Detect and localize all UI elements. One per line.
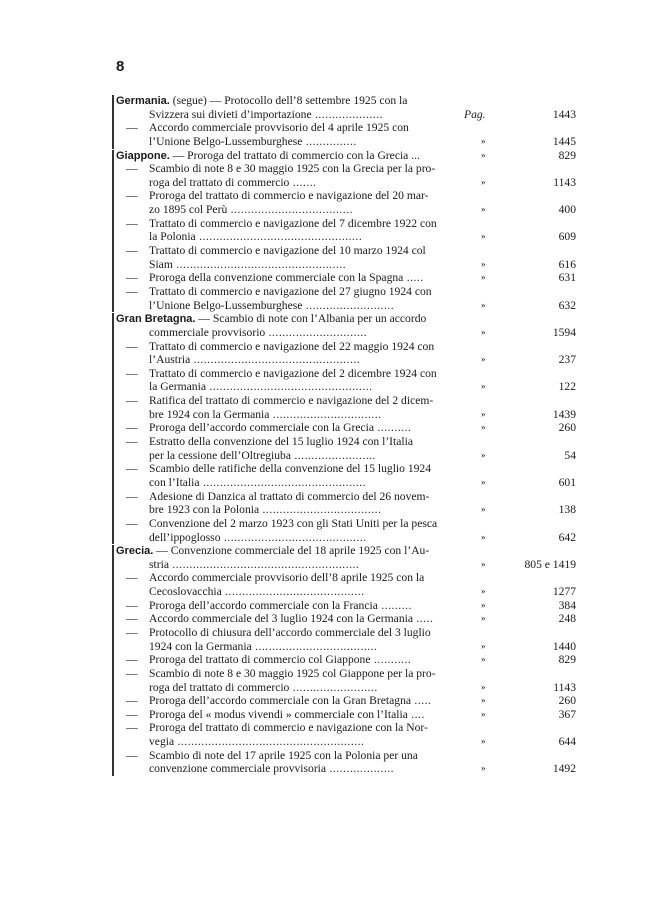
dot-leader: ................................................. [190, 353, 361, 367]
entry-description: Scambio di note 8 e 30 maggio 1925 col Giappone per la pro- [149, 666, 436, 680]
index-line [0, 612, 654, 626]
page-reference: 122 [558, 380, 576, 394]
page-reference: 1594 [552, 325, 576, 339]
page-reference: 829 [558, 148, 576, 162]
ditto-mark: » [481, 736, 486, 747]
group-rule [112, 313, 114, 544]
dot-leader: ............... [302, 134, 357, 148]
index-line [0, 449, 654, 463]
dot-leader: ......................... [289, 680, 378, 694]
ditto-mark: » [481, 135, 486, 146]
page-number: 8 [116, 58, 125, 75]
dot-leader: .................................... [251, 639, 378, 653]
entry-text [126, 721, 460, 735]
dash-marker: — [126, 244, 138, 258]
dot-leader: ....... [289, 175, 317, 189]
ditto-mark: » [481, 763, 486, 774]
index-line [0, 367, 654, 381]
index-line [0, 653, 654, 667]
index-line [0, 189, 654, 203]
dash-marker: — [126, 284, 138, 298]
entry-description: Estratto della convenzione del 15 luglio 1924 con l’Italia [149, 435, 414, 449]
index-line [0, 408, 654, 422]
ditto-mark: » [481, 149, 486, 160]
ditto-mark: » [481, 204, 486, 215]
entry-description: Proroga della convenzione commerciale con la Spagna [149, 271, 404, 285]
entry-text [126, 748, 460, 763]
entry-text [126, 666, 460, 681]
entry-text [126, 162, 460, 176]
entry-description: Proroga del « modus vivendi » commerciale con l’Italia [149, 707, 408, 721]
entry-text [149, 640, 460, 654]
index-line [0, 176, 654, 190]
entry-description: (segue) — Protocollo dell’8 settembre 1925 con la [169, 94, 408, 107]
entry-text [126, 571, 460, 585]
dot-leader: .................................... [227, 203, 353, 217]
dash-marker: — [126, 516, 138, 530]
page-reference: 138 [558, 503, 576, 517]
dash-marker: — [126, 162, 138, 176]
entry-text [149, 503, 460, 517]
entry-description: commerciale provvisorio [149, 325, 266, 339]
index-line [0, 149, 654, 163]
entry-description: Accordo commerciale provvisorio del 4 aprile 1925 con [149, 121, 409, 135]
entry-description: zo 1895 col Perù [149, 203, 228, 217]
ditto-mark: » [481, 654, 486, 665]
entry-description: convenzione commerciale provvisoria [149, 762, 327, 776]
index-line [0, 94, 654, 108]
entry-text [126, 366, 460, 381]
entry-description: Scambio delle ratifiche della convenzione del 15 luglio 1924 [149, 462, 432, 476]
entry-description: Cecoslovacchia [149, 585, 222, 599]
index-line [0, 667, 654, 681]
entry-text [116, 544, 460, 559]
country-group [0, 544, 654, 776]
ditto-mark: » [481, 422, 486, 433]
entry-description: Siam [149, 257, 173, 271]
dash-marker: — [126, 571, 138, 585]
entry-description: Trattato di commercio e navigazione del 7 dicembre 1922 con [149, 216, 437, 230]
entry-text [126, 653, 460, 667]
index-line [0, 435, 654, 449]
index-line [0, 544, 654, 558]
index-line [0, 380, 654, 394]
page-reference: 805 e 1419 [524, 557, 576, 571]
entry-text [126, 189, 460, 203]
dot-leader: .......... [374, 421, 412, 435]
index-line [0, 285, 654, 299]
entry-text [149, 408, 460, 422]
entry-description: l’Unione Belgo-Lussemburghese [149, 134, 303, 148]
index-line [0, 476, 654, 490]
dash-marker: — [126, 462, 138, 476]
entry-text [126, 516, 460, 531]
entry-text [149, 326, 460, 340]
group-rule [112, 545, 114, 776]
dot-leader: ..... [411, 694, 432, 708]
entry-text [126, 271, 460, 285]
entry-description: bre 1923 con la Polonia [149, 503, 260, 517]
entry-description: Trattato di commercio e navigazione del 27 giugno 1924 con [149, 284, 432, 298]
entry-text [149, 380, 460, 394]
index-line [0, 271, 654, 285]
entry-text [149, 449, 460, 463]
entry-description: Convenzione del 2 marzo 1923 con gli Stati Uniti per la pesca [149, 516, 438, 530]
index-line [0, 244, 654, 258]
ditto-mark: » [481, 381, 486, 392]
entry-text [149, 531, 460, 545]
entry-text [126, 339, 460, 354]
index-line [0, 558, 654, 572]
page-reference: 237 [558, 353, 576, 367]
index-entries [0, 94, 654, 776]
entry-text [149, 299, 460, 313]
ditto-mark: » [481, 504, 486, 515]
dot-leader: .................... [311, 107, 383, 121]
entry-description: per la cessione dell’Oltregiuba [149, 448, 291, 462]
ditto-mark: » [481, 272, 486, 283]
dot-leader: ......... [377, 598, 412, 612]
page-reference: 260 [558, 421, 576, 435]
index-line [0, 749, 654, 763]
entry-description: Ratifica del trattato di commercio e navigazione del 2 dicem- [149, 394, 434, 408]
dot-leader: ......................................... [221, 585, 365, 599]
index-line [0, 762, 654, 776]
index-line [0, 681, 654, 695]
page-reference: 609 [558, 230, 576, 244]
ditto-mark: » [481, 354, 486, 365]
dot-leader: ................... [326, 762, 395, 776]
entry-text [126, 694, 460, 708]
entry-description: roga del trattato di commercio [149, 680, 290, 694]
page-reference: 54 [564, 448, 576, 462]
dash-marker: — [126, 694, 138, 708]
entry-text [126, 244, 460, 258]
page-reference: 260 [558, 694, 576, 708]
dot-leader: ........................ [290, 448, 376, 462]
page-reference: 631 [558, 271, 576, 285]
entry-text [149, 108, 460, 122]
index-line [0, 326, 654, 340]
page-reference: 1277 [552, 585, 576, 599]
entry-text [126, 421, 460, 435]
entry-text [126, 462, 460, 476]
entry-text [126, 284, 460, 299]
index-line [0, 135, 654, 149]
country-name: Grecia. [116, 545, 154, 558]
dot-leader: ............................. [265, 325, 368, 339]
country-name: Gran Bretagna. [116, 313, 196, 326]
page-reference: 632 [558, 298, 576, 312]
dot-leader: ..... [403, 271, 424, 285]
dash-marker: — [126, 625, 138, 639]
ditto-mark: » [481, 599, 486, 610]
dot-leader: .... [407, 707, 425, 721]
index-line [0, 340, 654, 354]
page-reference: 1443 [552, 107, 576, 121]
ditto-mark: » [481, 476, 486, 487]
entry-description: Adesione di Danzica al trattato di commercio del 26 novem- [149, 489, 430, 503]
dot-leader: .......................................... [220, 530, 367, 544]
index-line [0, 599, 654, 613]
index-line [0, 394, 654, 408]
entry-description: 1924 con la Germania [149, 639, 252, 653]
index-line [0, 230, 654, 244]
dash-marker: — [126, 394, 138, 408]
dot-leader: ....................................................... [168, 557, 360, 571]
page-reference: 644 [558, 735, 576, 749]
index-line [0, 721, 654, 735]
dash-marker: — [126, 748, 138, 762]
index-line [0, 299, 654, 313]
ditto-mark: » [481, 326, 486, 337]
dash-marker: — [126, 707, 138, 721]
ditto-mark: » [481, 695, 486, 706]
country-group [0, 149, 654, 313]
index-line [0, 694, 654, 708]
entry-description: — Scambio di note con l’Albania per un accordo [195, 312, 427, 326]
entry-text [126, 394, 460, 408]
index-line [0, 121, 654, 135]
entry-text [149, 558, 460, 572]
index-line [0, 626, 654, 640]
entry-description: — Convenzione commerciale del 18 aprile 1925 con l’Au- [153, 544, 430, 558]
ditto-mark: » [481, 299, 486, 310]
index-line [0, 585, 654, 599]
entry-text [126, 598, 460, 613]
entry-text [149, 762, 460, 776]
dash-marker: — [126, 666, 138, 680]
index-line [0, 312, 654, 326]
index-line [0, 421, 654, 435]
entry-description: — Proroga del trattato di commercio con la Grecia ... [169, 148, 420, 162]
index-line [0, 258, 654, 272]
page-reference: 1440 [552, 639, 576, 653]
entry-text [116, 149, 460, 164]
page-reference: 1143 [553, 175, 576, 189]
ditto-mark: » [481, 640, 486, 651]
dot-leader: ..... [412, 612, 434, 626]
country-group [0, 94, 654, 149]
dash-marker: — [126, 489, 138, 503]
entry-text [126, 625, 460, 640]
page-reference: 248 [558, 612, 576, 626]
page-reference: 1143 [553, 680, 576, 694]
index-line [0, 490, 654, 504]
entry-text [149, 203, 460, 217]
dash-marker: — [126, 421, 138, 435]
index-line [0, 462, 654, 476]
page-reference: 601 [558, 475, 576, 489]
dot-leader: ................................................ [199, 475, 367, 489]
entry-description: bre 1924 con la Germania [149, 407, 270, 421]
page-reference: 616 [558, 257, 576, 271]
entry-text [149, 230, 460, 244]
entry-description: Proroga dell’accordo commerciale con la Grecia [149, 421, 374, 435]
index-line [0, 517, 654, 531]
dot-leader: ........... [370, 653, 412, 667]
ditto-mark: » [481, 531, 486, 542]
entry-text [126, 121, 460, 135]
page-reference: 829 [558, 653, 576, 667]
entry-description: vegia [149, 735, 175, 749]
index-line [0, 735, 654, 749]
page-reference: 384 [558, 598, 576, 612]
index-line [0, 571, 654, 585]
index-line [0, 353, 654, 367]
country-group [0, 312, 654, 544]
index-line [0, 640, 654, 654]
index-line [0, 203, 654, 217]
dot-leader: ....................................................... [174, 735, 365, 749]
entry-text [149, 258, 460, 272]
page-reference: 367 [558, 707, 576, 721]
entry-description: Accordo commerciale provvisorio dell’8 aprile 1925 con la [149, 571, 425, 585]
index-line [0, 217, 654, 231]
ditto-mark: » [481, 613, 486, 624]
index-line [0, 108, 654, 122]
entry-description: Scambio di note del 17 aprile 1925 con la Polonia per una [149, 748, 418, 762]
entry-description: Proroga dell’accordo commerciale con la Francia [149, 598, 378, 612]
entry-text [149, 353, 460, 367]
entry-text [149, 135, 460, 149]
index-line [0, 503, 654, 517]
dash-marker: — [126, 612, 138, 626]
entry-description: Proroga del trattato di commercio e navigazione con la Nor- [149, 721, 428, 735]
ditto-mark: » [481, 258, 486, 269]
ditto-mark: » [481, 586, 486, 597]
entry-text [149, 681, 460, 695]
entry-description: l’Unione Belgo-Lussemburghese [149, 298, 303, 312]
entry-description: con l’Italia [149, 475, 200, 489]
group-rule [112, 95, 114, 149]
entry-text [116, 94, 460, 109]
ditto-mark: » [481, 176, 486, 187]
entry-description: la Polonia [149, 230, 196, 244]
dash-marker: — [126, 339, 138, 353]
page-reference: 1445 [552, 134, 576, 148]
entry-description: Svizzera sui divieti d’importazione [149, 107, 312, 121]
entry-description: la Germania [149, 380, 206, 394]
entry-description: Trattato di commercio e navigazione del 2 dicembre 1924 con [149, 366, 437, 380]
ditto-mark: » [481, 558, 486, 569]
entry-description: Scambio di note 8 e 30 maggio 1925 con la Grecia per la pro- [149, 162, 436, 176]
index-line [0, 531, 654, 545]
dash-marker: — [126, 598, 138, 612]
entry-text [149, 735, 460, 749]
dash-marker: — [126, 721, 138, 735]
entry-description: roga del trattato di commercio [149, 175, 290, 189]
dash-marker: — [126, 216, 138, 230]
entry-description: l’Austria [149, 353, 191, 367]
index-line [0, 708, 654, 722]
entry-description: Proroga del trattato di commercio col Giappone [149, 653, 371, 667]
country-name: Giappone. [116, 149, 170, 162]
ditto-mark: » [481, 408, 486, 419]
entry-text [149, 585, 460, 599]
index-line [0, 162, 654, 176]
page-reference: 642 [558, 530, 576, 544]
dash-marker: — [126, 653, 138, 667]
ditto-mark: » [481, 231, 486, 242]
entry-description: Protocollo di chiusura dell’accordo commerciale del 3 luglio [149, 625, 431, 639]
pag-label: Pag. [464, 107, 486, 121]
group-rule [112, 150, 114, 313]
dot-leader: ................................................ [205, 380, 373, 394]
entry-description: dell’ippoglosso [149, 530, 221, 544]
dash-marker: — [126, 435, 138, 449]
ditto-mark: » [481, 449, 486, 460]
entry-text [116, 312, 460, 327]
dash-marker: — [126, 366, 138, 380]
ditto-mark: » [481, 708, 486, 719]
entry-text [126, 707, 460, 722]
page-reference: 1439 [552, 407, 576, 421]
country-name: Germania. [116, 95, 170, 107]
entry-text [126, 612, 460, 626]
entry-text [126, 216, 460, 231]
dash-marker: — [126, 189, 138, 203]
page-reference: 1492 [552, 762, 576, 776]
entry-text [126, 489, 460, 504]
page-reference: 400 [558, 203, 576, 217]
entry-description: Trattato di commercio e navigazione del 22 maggio 1924 con [149, 339, 435, 353]
entry-text [149, 176, 460, 190]
dot-leader: ................................ [269, 407, 382, 421]
dash-marker: — [126, 121, 138, 135]
entry-description: stria [149, 557, 169, 571]
ditto-mark: » [481, 681, 486, 692]
entry-description: Accordo commerciale del 3 luglio 1924 con la Germania [149, 612, 413, 626]
dash-marker: — [126, 271, 138, 285]
entry-text [149, 476, 460, 490]
entry-description: Trattato di commercio e navigazione del 10 marzo 1924 col [149, 244, 426, 258]
dot-leader: ................................................ [195, 230, 363, 244]
entry-description: Proroga dell’accordo commerciale con la Gran Bretagna [149, 694, 412, 708]
dot-leader: .................................................. [172, 257, 347, 271]
dot-leader: ................................... [259, 503, 382, 517]
entry-text [126, 435, 460, 449]
entry-description: Proroga del trattato di commercio e navigazione del 20 mar- [149, 189, 429, 203]
dot-leader: .......................... [302, 298, 395, 312]
